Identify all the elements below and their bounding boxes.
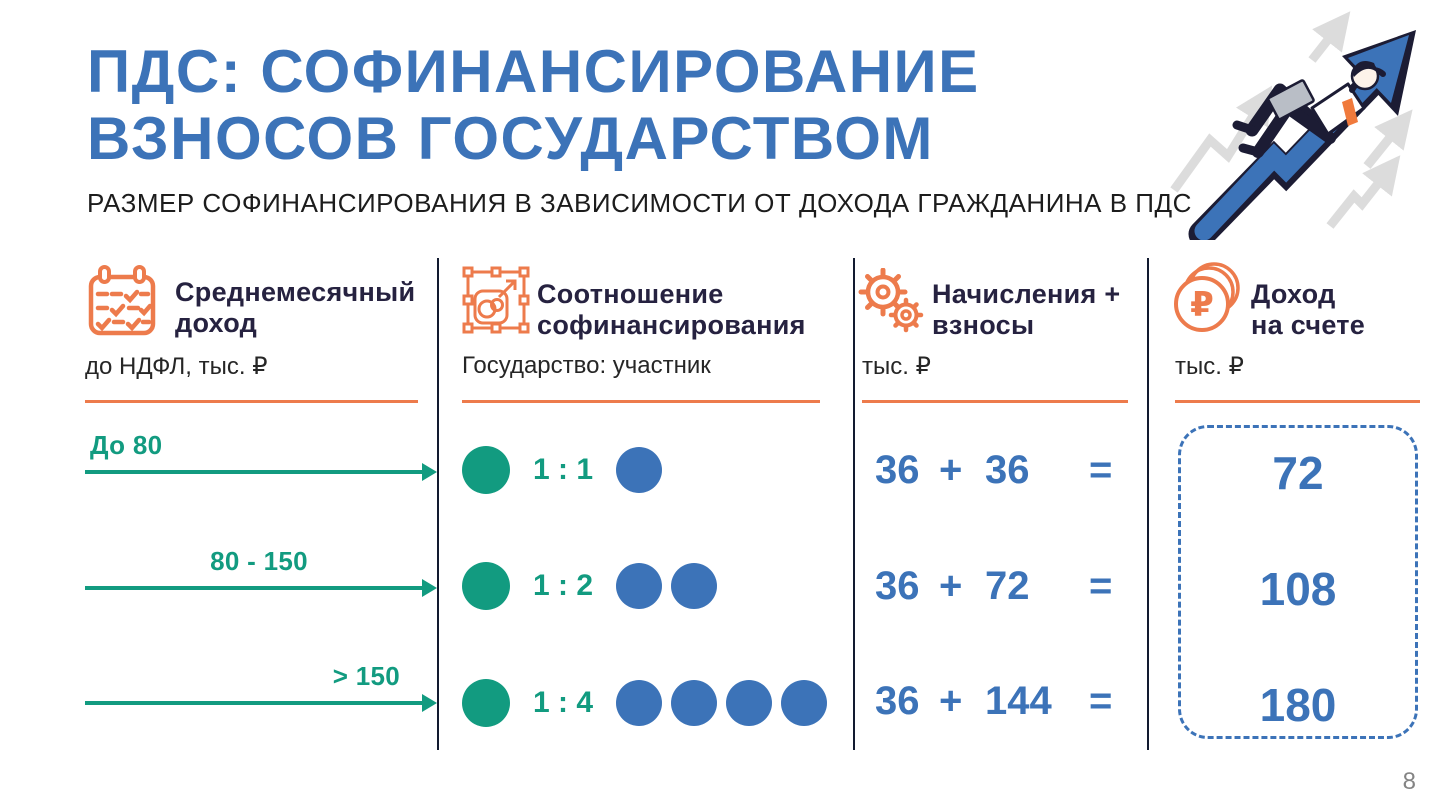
calendar-icon — [86, 264, 158, 338]
ratio-label: 1 : 2 — [532, 569, 594, 602]
column-subtitle-contributions: тыс. ₽ — [862, 353, 931, 380]
ratio-label: 1 : 4 — [532, 686, 594, 719]
formula-operator: + — [939, 448, 963, 492]
participant-circles — [616, 447, 662, 493]
column-subtitle-account: тыс. ₽ — [1175, 353, 1244, 380]
scale-ratio-icon — [459, 261, 533, 337]
account-total: 72 — [1272, 447, 1324, 499]
formula-row — [875, 448, 1112, 493]
column-title-ratio: Соотношение софинансирования — [537, 279, 806, 340]
formula-row — [875, 679, 1112, 724]
formula-operator: + — [939, 564, 963, 608]
column-divider-2 — [853, 258, 855, 750]
header-underline-contributions — [862, 400, 1128, 403]
income-arrow — [85, 701, 423, 705]
formula-equals: = — [1089, 679, 1113, 723]
header-underline-account — [1175, 400, 1420, 403]
column-title-account: Доход на счете — [1251, 279, 1366, 340]
participant-circles — [616, 680, 827, 726]
column-divider-1 — [437, 258, 439, 750]
formula-addition: 144 — [985, 679, 1052, 723]
income-range-label: 80 - 150 — [210, 546, 308, 576]
income-arrow — [85, 470, 423, 474]
ratio-row — [462, 446, 662, 494]
income-arrow — [85, 586, 423, 590]
government-circle — [462, 679, 510, 727]
column-title-income: Среднемесячный доход — [175, 277, 416, 338]
government-circle — [462, 562, 510, 610]
formula-equals: = — [1089, 448, 1113, 492]
account-total: 180 — [1259, 679, 1337, 731]
page-title — [87, 38, 980, 172]
formula-base: 36 — [875, 679, 920, 723]
ratio-row — [462, 562, 717, 610]
formula-base: 36 — [875, 448, 920, 492]
formula-addition: 72 — [985, 564, 1030, 608]
page-subtitle: РАЗМЕР СОФИНАНСИРОВАНИЯ В ЗАВИСИМОСТИ ОТ ДОХОДА ГРАЖДАНИНА В ПДС — [87, 188, 1192, 218]
svg-text:₽: ₽ — [1190, 286, 1214, 324]
ratio-row — [462, 679, 827, 727]
government-circle — [462, 446, 510, 494]
column-subtitle-ratio: Государство: участник — [462, 352, 711, 379]
page-number: 8 — [1402, 768, 1416, 795]
income-range-label: До 80 — [90, 430, 163, 460]
formula-row — [875, 564, 1112, 609]
income-range-label: > 150 — [332, 661, 400, 691]
participant-circles — [616, 563, 717, 609]
account-total: 108 — [1259, 563, 1337, 615]
header-underline-ratio — [462, 400, 820, 403]
gears-icon — [858, 268, 924, 334]
title-line-2: ВЗНОСОВ ГОСУДАРСТВОМ — [87, 105, 934, 172]
growth-illustration — [1162, 6, 1430, 240]
formula-operator: + — [939, 679, 963, 723]
column-title-contributions: Начисления + взносы — [932, 279, 1121, 340]
formula-addition: 36 — [985, 448, 1030, 492]
formula-base: 36 — [875, 564, 920, 608]
coins-icon — [1172, 261, 1242, 337]
header-underline-income — [85, 400, 418, 403]
title-line-1: ПДС: СОФИНАНСИРОВАНИЕ — [87, 38, 980, 105]
column-subtitle-income: до НДФЛ, тыс. ₽ — [85, 353, 268, 380]
ratio-label: 1 : 1 — [532, 453, 594, 486]
formula-equals: = — [1089, 564, 1113, 608]
column-divider-3 — [1147, 258, 1149, 750]
blue-growth-arrow — [1202, 30, 1416, 234]
